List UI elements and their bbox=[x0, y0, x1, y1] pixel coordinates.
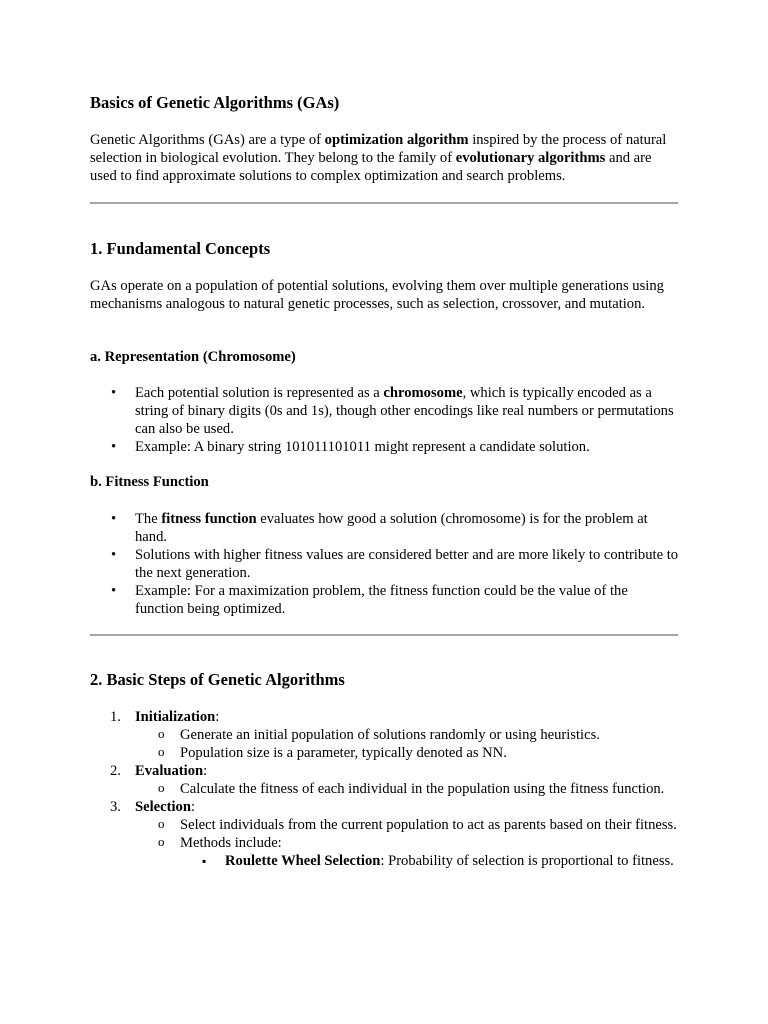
step-label: Evaluation bbox=[135, 763, 204, 779]
list-item bbox=[90, 384, 680, 438]
representation-list bbox=[90, 384, 680, 456]
step-colon: : bbox=[203, 763, 208, 779]
step-sublist bbox=[135, 726, 680, 762]
item-text: evaluates how good a solution (chromosome) is for the problem at hand. bbox=[135, 511, 648, 545]
sub-item-text: Methods include: bbox=[180, 835, 282, 851]
step-number: 1. bbox=[110, 709, 121, 725]
list-item: • Example: A binary string 101011101011 might represent a candidate solution. bbox=[90, 438, 680, 456]
sub-item: o Population size is a parameter, typically denoted as NN. bbox=[135, 744, 680, 762]
step-sublist bbox=[135, 816, 680, 870]
sub-item: o Select individuals from the current population to act as parents based on their fitness. bbox=[135, 816, 680, 834]
section2-heading: 2. Basic Steps of Genetic Algorithms bbox=[90, 670, 345, 689]
step-colon: : bbox=[215, 709, 220, 725]
intro-text-1: Genetic Algorithms (GAs) are a type of bbox=[90, 132, 325, 148]
item-text: The bbox=[135, 511, 162, 527]
subsection-b-heading: b. Fitness Function bbox=[90, 474, 209, 490]
step-number: 3. bbox=[110, 799, 121, 815]
sub-item: o Calculate the fitness of each individual in the population using the fitness function. bbox=[135, 780, 680, 798]
sub-item: o Generate an initial population of solutions randomly or using heuristics. bbox=[135, 726, 680, 744]
intro-bold-2: evolutionary algorithms bbox=[455, 150, 606, 166]
sub-item bbox=[135, 834, 680, 870]
step-number: 2. bbox=[110, 763, 121, 779]
section1-paragraph: GAs operate on a population of potential solutions, evolving them over multiple generations using mechanisms analogous to natural genetic processes, such as selection, crossover, and mutation. bbox=[90, 278, 664, 312]
step-colon: : bbox=[190, 799, 195, 815]
item-bold: chromosome bbox=[383, 385, 463, 401]
method-sublist bbox=[180, 852, 680, 870]
divider bbox=[90, 202, 678, 204]
step-item bbox=[90, 762, 680, 798]
method-label: Roulette Wheel Selection bbox=[225, 853, 381, 869]
method-item bbox=[180, 852, 680, 870]
intro-text-3: and are used to find approximate solutions to complex optimization and search problems. bbox=[90, 150, 652, 184]
list-item: • Example: For a maximization problem, the fitness function could be the value of the function being optimized. bbox=[90, 582, 680, 618]
steps-list bbox=[90, 708, 680, 870]
step-item bbox=[90, 798, 680, 870]
step-item bbox=[90, 708, 680, 762]
item-text: Each potential solution is represented as a bbox=[135, 385, 384, 401]
method-text: : Probability of selection is proportional to fitness. bbox=[380, 853, 674, 869]
item-text: , which is typically encoded as a string of binary digits (0s and 1s), though other encodings like real numbers or permutations can also be used. bbox=[135, 385, 674, 437]
divider bbox=[90, 634, 678, 636]
step-label: Selection bbox=[135, 799, 191, 815]
intro-bold-1: optimization algorithm bbox=[324, 132, 469, 148]
item-bold: fitness function bbox=[161, 511, 257, 527]
step-label: Initialization bbox=[135, 709, 216, 725]
intro-paragraph bbox=[90, 131, 680, 185]
list-item: • Solutions with higher fitness values are considered better and are more likely to contribute to the next generation. bbox=[90, 546, 680, 582]
intro-text-2: inspired by the process of natural selection in biological evolution. They belong to the family of bbox=[90, 132, 667, 166]
fitness-list bbox=[90, 510, 680, 618]
list-item bbox=[90, 510, 680, 546]
section1-heading: 1. Fundamental Concepts bbox=[90, 239, 271, 258]
step-sublist bbox=[135, 780, 680, 798]
subsection-a-heading: a. Representation (Chromosome) bbox=[90, 349, 296, 365]
document-title: Basics of Genetic Algorithms (GAs) bbox=[90, 93, 340, 112]
